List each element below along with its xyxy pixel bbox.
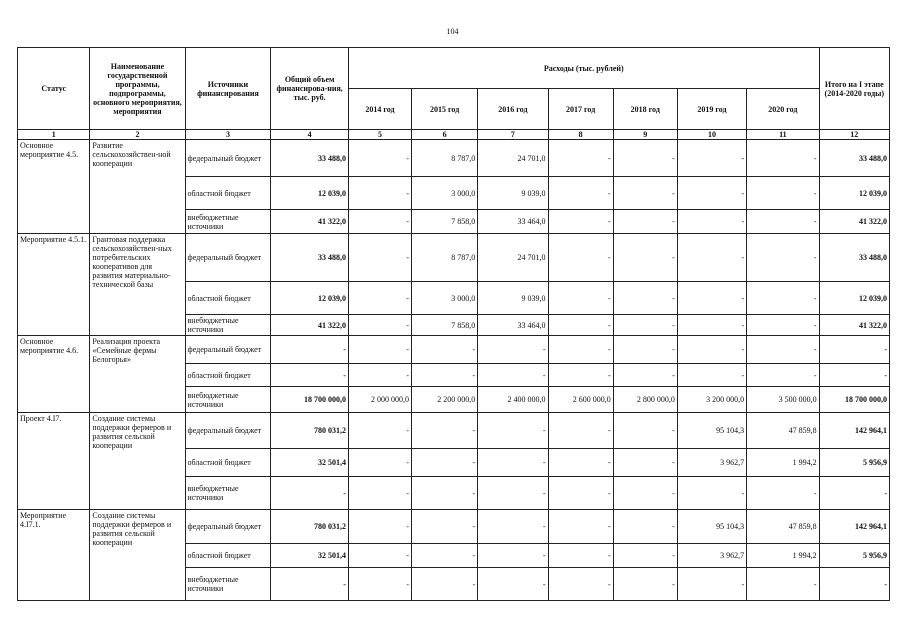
stage-total-cell: 33 488,0 <box>819 234 889 282</box>
measure-name-cell: Создание системы поддержки фермеров и развития сельской кооперации <box>90 510 185 601</box>
table-row <box>18 510 890 544</box>
year-value-cell: - <box>548 210 613 234</box>
year-value-cell: - <box>677 477 746 510</box>
year-value-cell: - <box>677 210 746 234</box>
year-value-cell: 2 800 000,0 <box>613 387 677 413</box>
column-number: 5 <box>348 130 411 140</box>
column-number: 4 <box>271 130 349 140</box>
page-number: 104 <box>446 27 459 36</box>
header-expenses: Расходы (тыс. рублей) <box>348 48 819 89</box>
year-value-cell: - <box>548 315 613 336</box>
year-value-cell: - <box>348 336 411 364</box>
year-value-cell: - <box>677 234 746 282</box>
total-volume-cell: - <box>271 364 349 387</box>
total-volume-cell: 18 700 000,0 <box>271 387 349 413</box>
year-value-cell: 1 994,2 <box>747 449 819 477</box>
year-value-cell: - <box>478 477 548 510</box>
year-value-cell: 9 039,0 <box>478 282 548 315</box>
measure-name-cell: Развитие сельскохозяйствен-ной кооперации <box>90 140 185 234</box>
year-value-cell: - <box>548 234 613 282</box>
year-value-cell: - <box>478 364 548 387</box>
year-value-cell: 3 000,0 <box>412 177 478 210</box>
year-value-cell: - <box>747 315 819 336</box>
total-volume-cell: - <box>271 568 349 601</box>
table-row <box>18 413 890 449</box>
year-value-cell: - <box>747 234 819 282</box>
column-number: 1 <box>18 130 90 140</box>
year-value-cell: 33 464,0 <box>478 210 548 234</box>
year-value-cell: 8 787,0 <box>412 140 478 177</box>
header-status: Статус <box>18 48 90 130</box>
year-value-cell: - <box>677 282 746 315</box>
header-sources: Источники финансирования <box>185 48 271 130</box>
source-cell: внебюджетные источники <box>185 568 271 601</box>
year-value-cell: - <box>548 568 613 601</box>
year-value-cell: - <box>548 177 613 210</box>
year-value-cell: 24 701,0 <box>478 234 548 282</box>
year-value-cell: - <box>613 234 677 282</box>
stage-total-cell: - <box>819 477 889 510</box>
source-cell: областной бюджет <box>185 544 271 568</box>
total-volume-cell: 780 031,2 <box>271 510 349 544</box>
stage-total-cell: 142 964,1 <box>819 413 889 449</box>
year-value-cell: - <box>747 364 819 387</box>
year-value-cell: 95 104,3 <box>677 413 746 449</box>
stage-total-cell: - <box>819 336 889 364</box>
year-value-cell: - <box>412 510 478 544</box>
year-value-cell: 47 859,8 <box>747 510 819 544</box>
total-volume-cell: 41 322,0 <box>271 315 349 336</box>
year-value-cell: 9 039,0 <box>478 177 548 210</box>
column-number: 10 <box>677 130 746 140</box>
year-value-cell: - <box>412 568 478 601</box>
year-value-cell: 3 962,7 <box>677 449 746 477</box>
table-row <box>18 234 890 282</box>
header-year: 2017 год <box>548 89 613 130</box>
source-cell: федеральный бюджет <box>185 510 271 544</box>
table-row <box>18 336 890 364</box>
table-row <box>18 140 890 177</box>
column-number: 8 <box>548 130 613 140</box>
column-number: 3 <box>185 130 271 140</box>
stage-total-cell: 18 700 000,0 <box>819 387 889 413</box>
year-value-cell: - <box>548 477 613 510</box>
year-value-cell: - <box>548 140 613 177</box>
stage-total-cell: 142 964,1 <box>819 510 889 544</box>
total-volume-cell: 12 039,0 <box>271 282 349 315</box>
year-value-cell: - <box>613 544 677 568</box>
total-volume-cell: 12 039,0 <box>271 177 349 210</box>
year-value-cell: - <box>548 282 613 315</box>
source-cell: внебюджетные источники <box>185 477 271 510</box>
year-value-cell: 3 000,0 <box>412 282 478 315</box>
stage-total-cell: 33 488,0 <box>819 140 889 177</box>
stage-total-cell: - <box>819 364 889 387</box>
year-value-cell: - <box>348 544 411 568</box>
status-cell: Основное мероприятие 4.5. <box>18 140 90 234</box>
year-value-cell: - <box>478 510 548 544</box>
column-number: 9 <box>613 130 677 140</box>
year-value-cell: 95 104,3 <box>677 510 746 544</box>
year-value-cell: - <box>412 449 478 477</box>
year-value-cell: - <box>348 234 411 282</box>
year-value-cell: - <box>677 364 746 387</box>
stage-total-cell: 5 956,9 <box>819 449 889 477</box>
source-cell: областной бюджет <box>185 449 271 477</box>
total-volume-cell: 780 031,2 <box>271 413 349 449</box>
year-value-cell: - <box>677 140 746 177</box>
status-cell: Проект 4.I7. <box>18 413 90 510</box>
year-value-cell: - <box>348 140 411 177</box>
year-value-cell: - <box>478 413 548 449</box>
total-volume-cell: - <box>271 336 349 364</box>
stage-total-cell: - <box>819 568 889 601</box>
year-value-cell: - <box>747 477 819 510</box>
year-value-cell: - <box>613 177 677 210</box>
status-cell: Мероприятие 4.I7.1. <box>18 510 90 601</box>
year-value-cell: - <box>348 477 411 510</box>
year-value-cell: 3 500 000,0 <box>747 387 819 413</box>
year-value-cell: - <box>747 210 819 234</box>
year-value-cell: - <box>677 336 746 364</box>
year-value-cell: - <box>348 315 411 336</box>
year-value-cell: - <box>348 177 411 210</box>
year-value-cell: - <box>478 568 548 601</box>
year-value-cell: - <box>613 413 677 449</box>
year-value-cell: - <box>747 282 819 315</box>
year-value-cell: - <box>548 449 613 477</box>
stage-total-cell: 5 956,9 <box>819 544 889 568</box>
column-number: 12 <box>819 130 889 140</box>
year-value-cell: - <box>548 413 613 449</box>
year-value-cell: - <box>548 364 613 387</box>
source-cell: федеральный бюджет <box>185 413 271 449</box>
year-value-cell: - <box>613 336 677 364</box>
column-number: 7 <box>478 130 548 140</box>
header-name: Наименование государственной программы, подпрограммы, основного мероприятия, мероприятия <box>90 48 185 130</box>
column-number: 2 <box>90 130 185 140</box>
year-value-cell: - <box>747 177 819 210</box>
stage-total-cell: 41 322,0 <box>819 210 889 234</box>
header-year: 2019 год <box>677 89 746 130</box>
source-cell: федеральный бюджет <box>185 234 271 282</box>
year-value-cell: - <box>677 315 746 336</box>
year-value-cell: - <box>348 282 411 315</box>
year-value-cell: 2 000 000,0 <box>348 387 411 413</box>
total-volume-cell: 32 501,4 <box>271 449 349 477</box>
year-value-cell: - <box>412 364 478 387</box>
stage-total-cell: 12 039,0 <box>819 282 889 315</box>
year-value-cell: - <box>548 336 613 364</box>
year-value-cell: - <box>348 510 411 544</box>
year-value-cell: 7 858,0 <box>412 315 478 336</box>
year-value-cell: - <box>478 449 548 477</box>
year-value-cell: 1 994,2 <box>747 544 819 568</box>
measure-name-cell: Грантовая поддержка сельскохозяйствен-ных потребительских кооперативов для развития материально-технической базы <box>90 234 185 336</box>
year-value-cell: - <box>613 510 677 544</box>
year-value-cell: - <box>747 568 819 601</box>
year-value-cell: - <box>348 568 411 601</box>
year-value-cell: - <box>412 413 478 449</box>
source-cell: внебюджетные источники <box>185 315 271 336</box>
year-value-cell: - <box>348 364 411 387</box>
total-volume-cell: 41 322,0 <box>271 210 349 234</box>
year-value-cell: - <box>478 544 548 568</box>
year-value-cell: - <box>412 544 478 568</box>
year-value-cell: - <box>412 477 478 510</box>
header-year: 2015 год <box>412 89 478 130</box>
header-total-volume: Общий объем финансирова-ния, тыс. руб. <box>271 48 349 130</box>
total-volume-cell: 33 488,0 <box>271 140 349 177</box>
year-value-cell: - <box>613 364 677 387</box>
source-cell: федеральный бюджет <box>185 336 271 364</box>
header-year: 2014 год <box>348 89 411 130</box>
year-value-cell: - <box>478 336 548 364</box>
year-value-cell: - <box>677 177 746 210</box>
year-value-cell: - <box>613 282 677 315</box>
year-value-cell: - <box>747 336 819 364</box>
year-value-cell: - <box>613 140 677 177</box>
total-volume-cell: - <box>271 477 349 510</box>
status-cell: Мероприятие 4.5.1. <box>18 234 90 336</box>
column-number: 6 <box>412 130 478 140</box>
measure-name-cell: Создание системы поддержки фермеров и развития сельской кооперации <box>90 413 185 510</box>
year-value-cell: - <box>613 315 677 336</box>
year-value-cell: 2 600 000,0 <box>548 387 613 413</box>
year-value-cell: - <box>412 336 478 364</box>
year-value-cell: - <box>613 477 677 510</box>
financing-table <box>17 47 890 601</box>
status-cell: Основное мероприятие 4.6. <box>18 336 90 413</box>
source-cell: федеральный бюджет <box>185 140 271 177</box>
year-value-cell: - <box>747 140 819 177</box>
year-value-cell: 24 701,0 <box>478 140 548 177</box>
header-year: 2020 год <box>747 89 819 130</box>
year-value-cell: - <box>548 510 613 544</box>
year-value-cell: 8 787,0 <box>412 234 478 282</box>
year-value-cell: 33 464,0 <box>478 315 548 336</box>
source-cell: внебюджетные источники <box>185 387 271 413</box>
year-value-cell: - <box>613 568 677 601</box>
year-value-cell: 47 859,8 <box>747 413 819 449</box>
header-year: 2016 год <box>478 89 548 130</box>
measure-name-cell: Реализация проекта «Семейные фермы Белогорья» <box>90 336 185 413</box>
header-year: 2018 год <box>613 89 677 130</box>
year-value-cell: 2 200 000,0 <box>412 387 478 413</box>
year-value-cell: 7 858,0 <box>412 210 478 234</box>
stage-total-cell: 12 039,0 <box>819 177 889 210</box>
year-value-cell: - <box>348 413 411 449</box>
year-value-cell: 3 200 000,0 <box>677 387 746 413</box>
column-number: 11 <box>747 130 819 140</box>
source-cell: областной бюджет <box>185 282 271 315</box>
source-cell: областной бюджет <box>185 177 271 210</box>
year-value-cell: - <box>548 544 613 568</box>
year-value-cell: - <box>348 210 411 234</box>
year-value-cell: - <box>613 449 677 477</box>
total-volume-cell: 32 501,4 <box>271 544 349 568</box>
source-cell: областной бюджет <box>185 364 271 387</box>
year-value-cell: - <box>348 449 411 477</box>
year-value-cell: 3 962,7 <box>677 544 746 568</box>
total-volume-cell: 33 488,0 <box>271 234 349 282</box>
year-value-cell: - <box>613 210 677 234</box>
source-cell: внебюджетные источники <box>185 210 271 234</box>
header-stage-total: Итого на I этапе (2014-2020 годы) <box>819 48 889 130</box>
year-value-cell: 2 400 000,0 <box>478 387 548 413</box>
stage-total-cell: 41 322,0 <box>819 315 889 336</box>
year-value-cell: - <box>677 568 746 601</box>
